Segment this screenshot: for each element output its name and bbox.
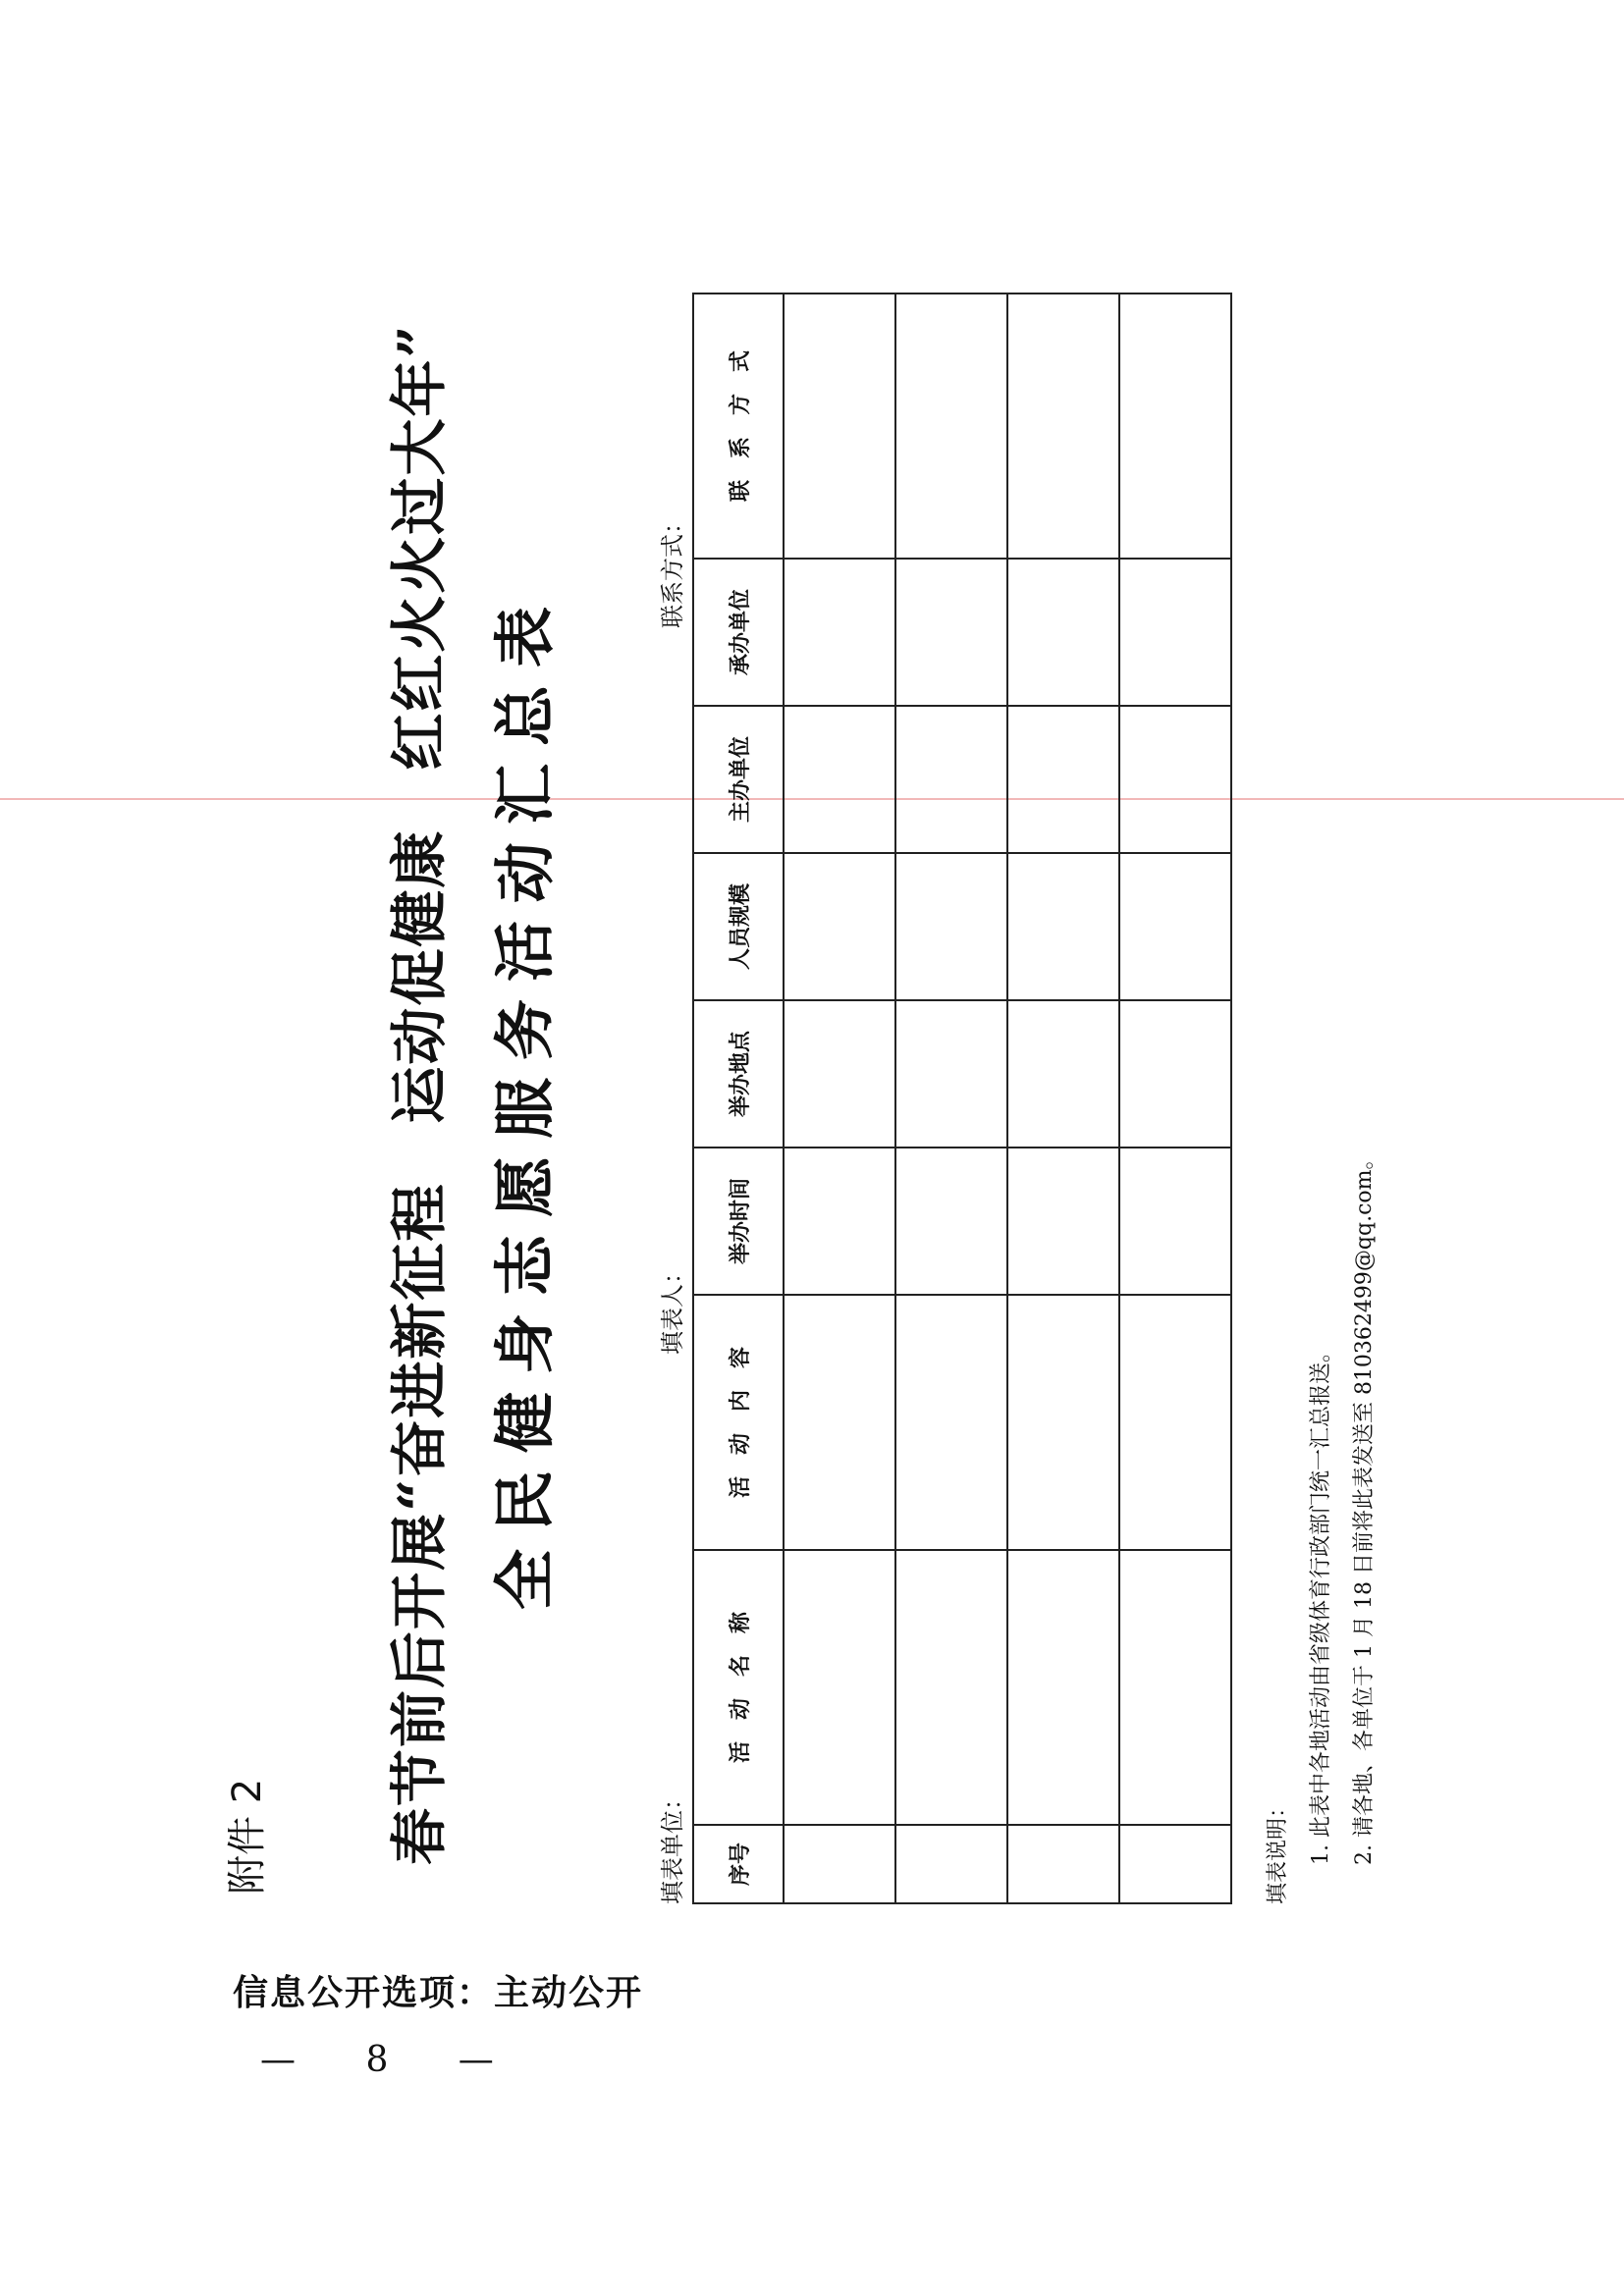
fill-person-label: 填表人：	[659, 1260, 686, 1355]
table-cell[interactable]	[784, 1000, 895, 1148]
table-cell[interactable]	[784, 853, 895, 1000]
table-cell[interactable]	[784, 559, 895, 706]
table-cell[interactable]	[895, 294, 1007, 559]
header-cell: 主办单位	[693, 706, 784, 853]
table-cell[interactable]	[895, 1000, 1007, 1148]
table-row	[1119, 294, 1231, 1903]
table-cell[interactable]	[784, 706, 895, 853]
rotated-form	[196, 216, 1532, 1904]
header-cell: 承办单位	[693, 559, 784, 706]
note-item: 2. 请各地、各单位于 1 月 18 日前将此表发送至 810362499@qq.com。	[1352, 1148, 1377, 1865]
table-cell[interactable]	[1119, 294, 1231, 559]
table-cell[interactable]	[895, 1148, 1007, 1295]
header-cell: 人员规模	[693, 853, 784, 1000]
table-cell[interactable]	[1007, 853, 1119, 1000]
table-cell[interactable]	[1007, 1550, 1119, 1825]
table-cell[interactable]	[1119, 1148, 1231, 1295]
fill-unit-label: 填表单位：	[659, 1787, 686, 1904]
title-line-2: 全民健身志愿服务活动汇总表	[489, 588, 561, 1610]
title-part-2: 运动促健康	[386, 828, 453, 1124]
title-part-1: 春节前后开展“奋进新征程	[386, 1182, 453, 1865]
table-cell[interactable]	[1007, 1295, 1119, 1550]
table-cell[interactable]	[895, 853, 1007, 1000]
table-cell[interactable]	[784, 1825, 895, 1903]
header-cell: 举办地点	[693, 1000, 784, 1148]
table-header-row	[693, 294, 784, 1903]
table-cell[interactable]	[784, 1550, 895, 1825]
page-number: — 8 —	[260, 2040, 523, 2080]
table-row	[895, 294, 1007, 1903]
table-cell[interactable]	[895, 706, 1007, 853]
header-cell: 序号	[693, 1825, 784, 1903]
table-cell[interactable]	[1007, 1825, 1119, 1903]
table-cell[interactable]	[1119, 853, 1231, 1000]
header-cell: 联 系 方 式	[693, 294, 784, 559]
table-cell[interactable]	[895, 1825, 1007, 1903]
header-cell: 活 动 名 称	[693, 1550, 784, 1825]
table-cell[interactable]	[895, 1550, 1007, 1825]
fill-notes	[1257, 1148, 1386, 1904]
title-part-3: 红红火火过大年”	[386, 323, 453, 771]
table-cell[interactable]	[1007, 1148, 1119, 1295]
table-cell[interactable]	[895, 559, 1007, 706]
note-item: 1. 此表中各地活动由省级体育行政部门统一汇总报送。	[1309, 1341, 1333, 1865]
table-cell[interactable]	[1007, 706, 1119, 853]
summary-table	[692, 293, 1232, 1904]
table-cell[interactable]	[1007, 559, 1119, 706]
disclosure-option: 信息公开选项：主动公开	[233, 1973, 644, 2013]
table-cell[interactable]	[895, 1295, 1007, 1550]
table-cell[interactable]	[1007, 1000, 1119, 1148]
table-cell[interactable]	[784, 1295, 895, 1550]
notes-heading: 填表说明：	[1266, 1795, 1290, 1904]
table-cell[interactable]	[784, 1148, 895, 1295]
table-cell[interactable]	[1119, 1295, 1231, 1550]
table-cell[interactable]	[1119, 706, 1231, 853]
table-cell[interactable]	[1119, 1825, 1231, 1903]
table-cell[interactable]	[784, 294, 895, 559]
table-cell[interactable]	[1119, 559, 1231, 706]
header-cell: 活 动 内 容	[693, 1295, 784, 1550]
table-cell[interactable]	[1119, 1550, 1231, 1825]
table-cell[interactable]	[1007, 294, 1119, 559]
title-line-1	[373, 216, 456, 1865]
header-cell: 举办时间	[693, 1148, 784, 1295]
table-row	[784, 294, 895, 1903]
attachment-label: 附件 2	[225, 1778, 270, 1895]
table-cell[interactable]	[1119, 1000, 1231, 1148]
fill-contact-label: 联系方式：	[659, 510, 686, 628]
table-row	[1007, 294, 1119, 1903]
